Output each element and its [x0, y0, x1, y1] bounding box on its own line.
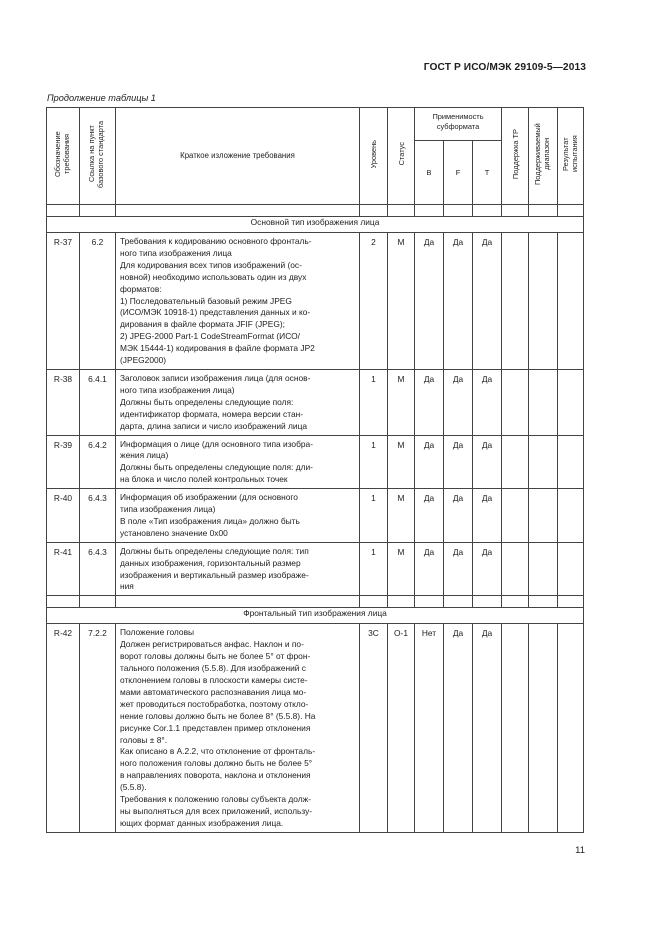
summary-line: Требования к положению головы субъекта долж-: [120, 794, 311, 805]
subformat-f-value: Да: [444, 435, 473, 489]
spacer-cell: [388, 596, 415, 608]
requirement-summary: [116, 369, 360, 435]
requirement-summary: [116, 435, 360, 489]
col-supported-range: Поддерживаемый диапазон: [529, 108, 558, 205]
summary-line: в направлениях поворота, наклона и отклонения: [120, 770, 311, 781]
summary-line: МЭК 15444-1) кодирования в файле формата JP2: [120, 343, 315, 354]
level-value: 2: [360, 233, 388, 370]
spacer-cell: [116, 205, 360, 217]
subformat-b-value: Нет: [415, 624, 444, 832]
table-row: [47, 369, 584, 435]
subformat-f-value: Да: [444, 624, 473, 832]
summary-line: на блока и число полей контрольных точек: [120, 474, 288, 485]
requirement-summary: [116, 489, 360, 543]
summary-line: ного положения головы должно быть не более 5°: [120, 758, 313, 769]
summary-line: ворот головы должны быть не более 5° от фрон-: [120, 651, 311, 662]
subformat-b-value: Да: [415, 435, 444, 489]
tp-support-cell: [502, 489, 529, 543]
subformat-t-value: Да: [473, 542, 502, 596]
table-row: [47, 489, 584, 543]
spacer-cell: [47, 596, 80, 608]
table-row: [47, 624, 584, 832]
subformat-b-value: Да: [415, 233, 444, 370]
col-sub-b: B: [415, 141, 444, 205]
summary-line: 1) Последовательный базовый режим JPEG: [120, 295, 292, 306]
spacer-row: [47, 596, 584, 608]
tp-support-cell: [502, 369, 529, 435]
subformat-f-value: Да: [444, 542, 473, 596]
status-value: M: [388, 542, 415, 596]
col-applicability: Применимость субформата: [415, 108, 502, 141]
col-reference: Ссылка на пункт базового стандарта: [80, 108, 116, 205]
test-result-cell: [558, 542, 584, 596]
subformat-f-value: Да: [444, 369, 473, 435]
supported-range-cell: [529, 369, 558, 435]
standard-reference: 6.4.1: [80, 369, 116, 435]
standard-reference: 7.2.2: [80, 624, 116, 832]
col-sub-f: F: [444, 141, 473, 205]
status-value: M: [388, 489, 415, 543]
section-row: [47, 608, 584, 624]
spacer-cell: [473, 205, 502, 217]
summary-line: (ИСО/МЭК 10918-1) представления данных и ко-: [120, 307, 311, 318]
subformat-b-value: Да: [415, 369, 444, 435]
spacer-cell: [473, 596, 502, 608]
summary-line: мами автоматического распознавания лица мо-: [120, 686, 307, 697]
subformat-b-value: Да: [415, 542, 444, 596]
requirement-summary: [116, 542, 360, 596]
table-row: [47, 233, 584, 370]
spacer-cell: [529, 205, 558, 217]
summary-line: типа изображения лица): [120, 504, 216, 515]
supported-range-cell: [529, 542, 558, 596]
spacer-cell: [558, 596, 584, 608]
summary-line: (5.5.8).: [120, 782, 147, 793]
table-caption: Продолжение таблицы 1: [47, 93, 156, 103]
subformat-t-value: Да: [473, 369, 502, 435]
supported-range-cell: [529, 233, 558, 370]
requirement-id: R-40: [47, 489, 80, 543]
summary-line: Положение головы: [120, 627, 195, 638]
spacer-cell: [388, 205, 415, 217]
requirement-id: R-38: [47, 369, 80, 435]
summary-line: В поле «Тип изображения лица» должно быть: [120, 515, 300, 526]
summary-line: ного типа изображения лица: [120, 247, 232, 258]
summary-line: идентификатор формата, номера версии стан-: [120, 408, 304, 419]
summary-line: установлено значение 0x00: [120, 527, 228, 538]
requirement-id: R-39: [47, 435, 80, 489]
section-row: [47, 217, 584, 233]
requirement-summary: [116, 624, 360, 832]
test-result-cell: [558, 489, 584, 543]
spacer-cell: [558, 205, 584, 217]
subformat-f-value: Да: [444, 233, 473, 370]
summary-line: Как описано в A.2.2, что отклонение от фронталь-: [120, 746, 316, 757]
table-row: [47, 542, 584, 596]
tp-support-cell: [502, 542, 529, 596]
col-designation: Обозначение требования: [47, 108, 80, 205]
document-code: ГОСТ Р ИСО/МЭК 29109-5—2013: [423, 62, 586, 73]
supported-range-cell: [529, 435, 558, 489]
standard-reference: 6.4.3: [80, 542, 116, 596]
summary-line: головы ± 8°.: [120, 734, 168, 745]
summary-line: ния: [120, 581, 134, 592]
summary-line: Информация об изображении (для основного: [120, 492, 298, 503]
level-value: 1: [360, 369, 388, 435]
summary-line: ного типа изображения лица): [120, 384, 235, 395]
test-result-cell: [558, 233, 584, 370]
section-title: Фронтальный тип изображения лица: [47, 608, 584, 624]
spacer-cell: [444, 205, 473, 217]
summary-line: Должны быть определены следующие поля:: [120, 396, 294, 407]
spacer-cell: [360, 205, 388, 217]
standard-reference: 6.4.2: [80, 435, 116, 489]
spacer-cell: [80, 596, 116, 608]
summary-line: Должен регистрироваться анфас. Наклон и по-: [120, 639, 304, 650]
summary-line: жет проводиться постобработка, поэтому откло-: [120, 698, 309, 709]
subformat-t-value: Да: [473, 624, 502, 832]
col-tp-support: Поддержка ТР: [502, 108, 529, 205]
table-body: [47, 205, 584, 833]
summary-line: Заголовок записи изображения лица (для основ-: [120, 372, 311, 383]
col-sub-t: T: [473, 141, 502, 205]
status-value: O-1: [388, 624, 415, 832]
spacer-cell: [116, 596, 360, 608]
section-title: Основной тип изображения лица: [47, 217, 584, 233]
spacer-cell: [415, 596, 444, 608]
summary-line: отклонением головы в плоскости камеры систе-: [120, 675, 308, 685]
spacer-cell: [502, 205, 529, 217]
level-value: 1: [360, 435, 388, 489]
col-summary: Краткое изложение требования: [116, 108, 360, 205]
col-level: Уровень: [360, 108, 388, 205]
standard-reference: 6.4.3: [80, 489, 116, 543]
summary-line: новной) необходимо использовать один из двух: [120, 271, 307, 282]
requirements-table: [46, 107, 584, 833]
level-value: 3C: [360, 624, 388, 832]
test-result-cell: [558, 435, 584, 489]
requirement-id: R-42: [47, 624, 80, 832]
spacer-cell: [360, 596, 388, 608]
spacer-cell: [415, 205, 444, 217]
table-header: [47, 108, 584, 205]
page-number: 11: [575, 845, 585, 856]
requirement-id: R-37: [47, 233, 80, 370]
summary-line: ющих формат данных изображения лица.: [120, 817, 284, 828]
spacer-cell: [529, 596, 558, 608]
supported-range-cell: [529, 624, 558, 832]
summary-line: ны выполняться для всех приложений, использу-: [120, 805, 313, 816]
summary-line: рисунке Cor.1.1 представлен пример отклонения: [120, 722, 311, 733]
spacer-row: [47, 205, 584, 217]
summary-line: Должны быть определены следующие поля: тип: [120, 545, 309, 556]
tp-support-cell: [502, 435, 529, 489]
summary-line: изображения и вертикальный размер изображе-: [120, 569, 309, 580]
col-test-result: Результат испытания: [558, 108, 584, 205]
summary-line: 2) JPEG-2000 Part-1 CodeStreamFormat (ИСО/: [120, 331, 300, 342]
test-result-cell: [558, 624, 584, 832]
subformat-t-value: Да: [473, 489, 502, 543]
level-value: 1: [360, 489, 388, 543]
summary-line: Для кодирования всех типов изображений (ос-: [120, 259, 302, 270]
summary-line: жения лица): [120, 450, 169, 461]
summary-line: дарта, длина записи и число изображений лица: [120, 420, 308, 431]
spacer-cell: [80, 205, 116, 217]
requirement-id: R-41: [47, 542, 80, 596]
summary-line: дирования в файле формата JFIF (JPEG);: [120, 319, 285, 330]
spacer-cell: [47, 205, 80, 217]
table-row: [47, 435, 584, 489]
status-value: M: [388, 435, 415, 489]
summary-line: Требования к кодированию основного фронталь-: [120, 236, 312, 246]
col-status: Статус: [388, 108, 415, 205]
summary-line: (JPEG2000): [120, 355, 167, 366]
tp-support-cell: [502, 624, 529, 832]
summary-line: Информация о лице (для основного типа изобра-: [120, 438, 313, 449]
subformat-b-value: Да: [415, 489, 444, 543]
supported-range-cell: [529, 489, 558, 543]
test-result-cell: [558, 369, 584, 435]
level-value: 1: [360, 542, 388, 596]
summary-line: форматов:: [120, 283, 162, 294]
subformat-f-value: Да: [444, 489, 473, 543]
subformat-t-value: Да: [473, 435, 502, 489]
subformat-t-value: Да: [473, 233, 502, 370]
spacer-cell: [444, 596, 473, 608]
summary-line: нение головы должно быть не более 8° (5.5.8). На: [120, 710, 316, 721]
tp-support-cell: [502, 233, 529, 370]
requirement-summary: [116, 233, 360, 370]
status-value: M: [388, 233, 415, 370]
status-value: M: [388, 369, 415, 435]
summary-line: тального положения (5.5.8). Для изображений с: [120, 663, 306, 674]
summary-line: данных изображения, горизонтальный размер: [120, 557, 301, 568]
standard-reference: 6.2: [80, 233, 116, 370]
spacer-cell: [502, 596, 529, 608]
summary-line: Должны быть определены следующие поля: дли-: [120, 462, 313, 473]
